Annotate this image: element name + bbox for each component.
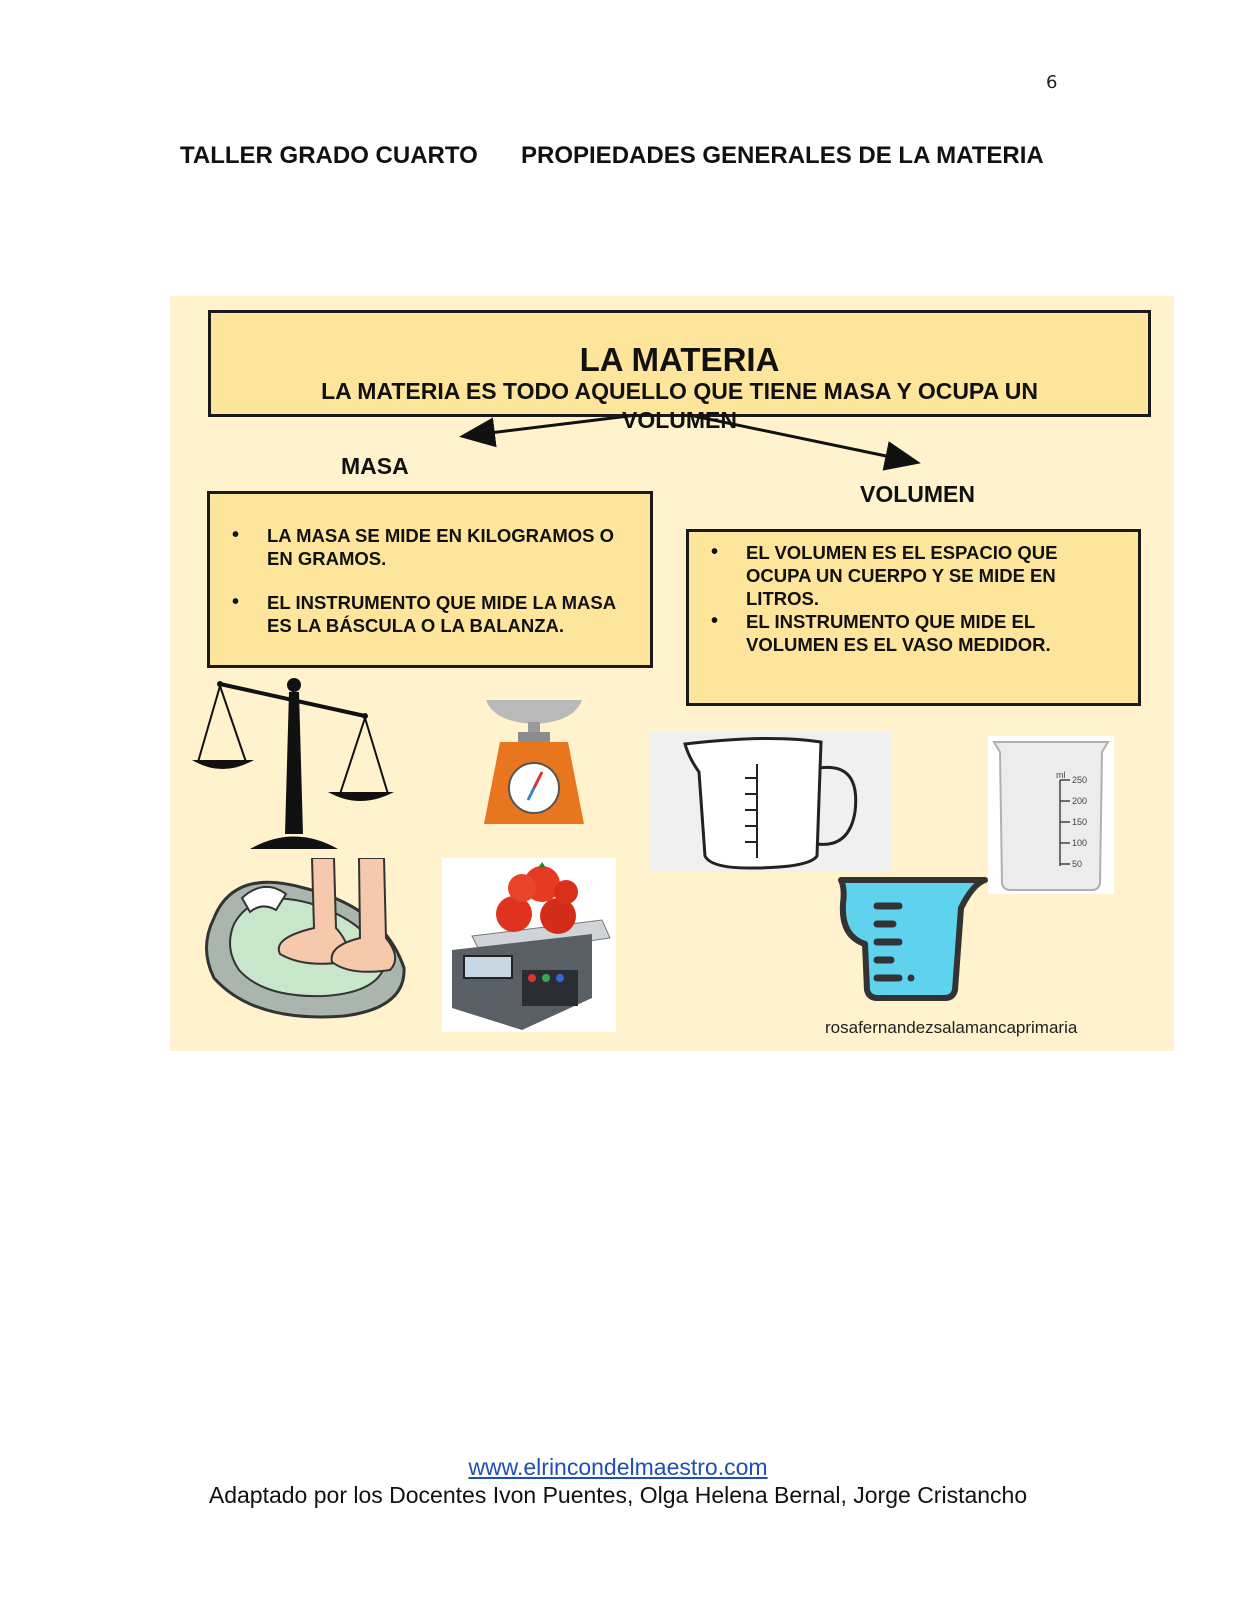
title-box [208,310,1151,433]
beaker-scale-label: 250 [1072,775,1088,785]
beaker-icon [988,736,1114,894]
page-number: 6 [1046,72,1058,93]
volumen-bullet: • EL INSTRUMENTO QUE MIDE EL VOLUMEN ES EL VASO MEDIDOR. [689,610,1125,656]
beaker-scale-label: ml [1056,770,1066,780]
volumen-bullet-list [689,541,1125,656]
masa-bullet-list [210,524,642,637]
volumen-bullet: • EL VOLUMEN ES EL ESPACIO QUE OCUPA UN CUERPO Y SE MIDE EN LITROS. [689,541,1125,610]
measuring-jug-icon [649,732,892,872]
header-topic-title: PROPIEDADES GENERALES DE LA MATERIA [521,142,1044,169]
masa-box [207,491,653,668]
masa-bullet: • LA MASA SE MIDE EN KILOGRAMOS O EN GRAMOS. [210,524,642,570]
poster-title: LA MATERIA [579,341,780,378]
beaker-scale-label: 150 [1072,817,1088,827]
footer-credit: Adaptado por los Docentes Ivon Puentes, Olga Helena Bernal, Jorge Cristancho [208,1482,1028,1508]
footer-website-link[interactable]: www.elrincondelmaestro.com [468,1454,768,1480]
beaker-scale-label: 200 [1072,796,1088,806]
bathroom-scale-icon [194,858,414,1023]
beaker-photo [988,736,1114,894]
header-workshop-title: TALLER GRADO CUARTO [180,142,478,169]
glass-jug-photo [649,732,892,872]
digital-scale-photo [442,858,616,1032]
digital-scale-icon [442,858,616,1032]
masa-label: MASA [341,453,409,479]
volumen-label: VOLUMEN [860,481,975,507]
masa-bullet: • EL INSTRUMENTO QUE MIDE LA MASA ES LA BÁSCULA O LA BALANZA. [210,591,642,637]
beaker-scale-label: 50 [1072,859,1083,869]
balance-scale-icon [190,674,400,859]
blue-measuring-jug-icon [833,874,993,1004]
matter-definition: LA MATERIA ES TODO AQUELLO QUE TIENE MASA Y OCUPA UN VOLUMEN [321,378,1038,433]
beaker-scale-label: 100 [1072,838,1088,848]
volumen-box [686,529,1141,706]
image-credit-watermark: rosafernandezsalamancaprimaria [825,1018,1078,1037]
kitchen-scale-icon [478,696,590,831]
matter-infographic [170,296,1174,1051]
